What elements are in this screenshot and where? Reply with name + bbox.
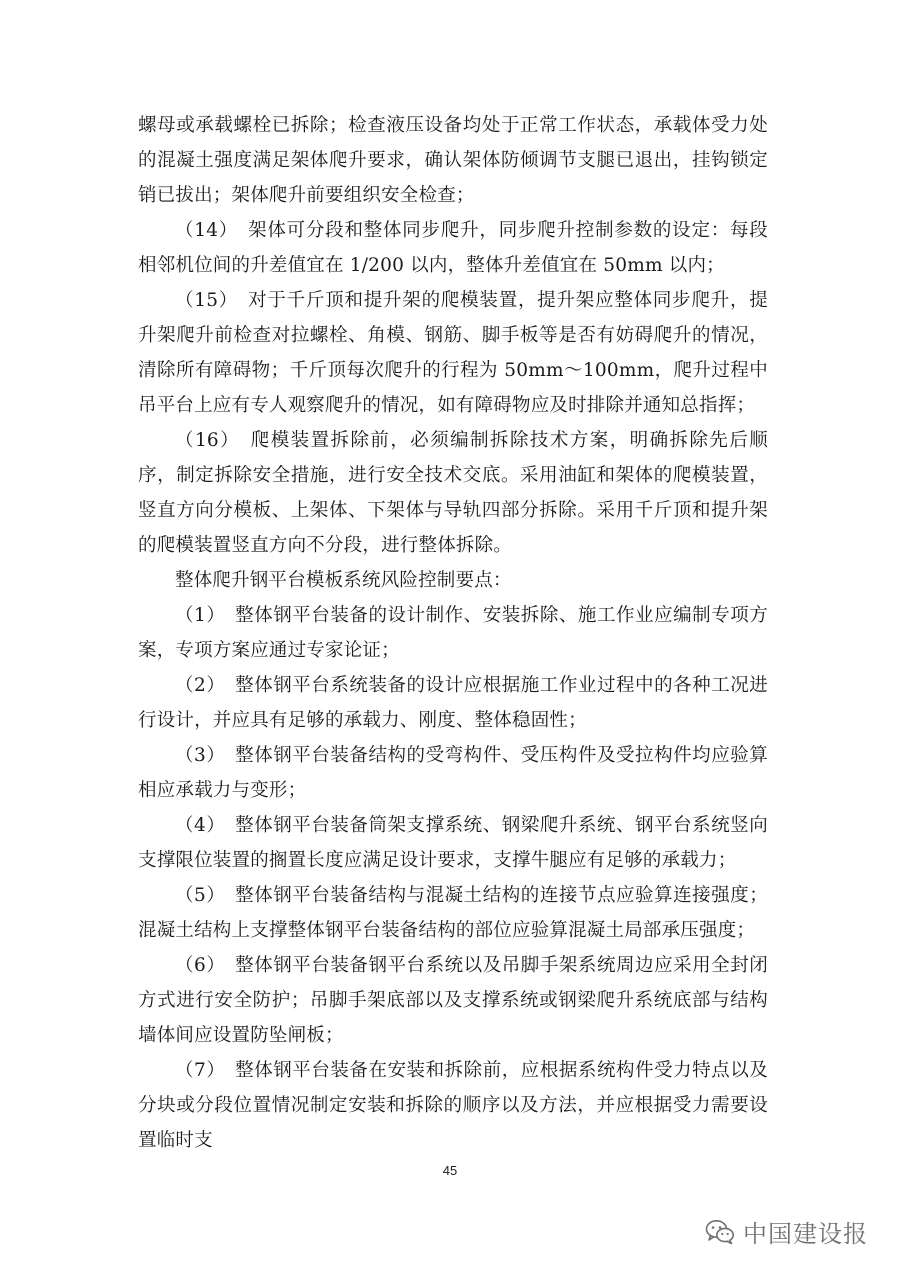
wechat-icon: [705, 1219, 735, 1245]
paragraph-item-16: （16） 爬模装置拆除前，必须编制拆除技术方案，明确拆除先后顺序，制定拆除安全措施，进行安全技术交底。采用油缸和架体的爬模装置，竖直方向分模板、上架体、下架体与导轨四部分拆除。采用千斤顶和提升架的爬模装置竖直方向不分段，进行整体拆除。: [138, 430, 768, 556]
paragraph-item-6: （6） 整体钢平台装备钢平台系统以及吊脚手架系统周边应采用全封闭方式进行安全防护；吊脚手架底部以及支撑系统或钢梁爬升系统底部与结构墙体间应设置防坠闸板；: [138, 955, 768, 1046]
paragraph-item-7: （7） 整体钢平台装备在安装和拆除前，应根据系统构件受力特点以及分块或分段位置情况制定安装和拆除的顺序以及方法，并应根据受力需要设置临时支: [138, 1060, 768, 1151]
paragraph-continuation: 螺母或承载螺栓已拆除；检查液压设备均处于正常工作状态，承载体受力处的混凝土强度满足架体爬升要求，确认架体防倾调节支腿已退出，挂钩锁定销已拔出；架体爬升前要组织安全检查；: [138, 115, 768, 206]
paragraph-item-1: （1） 整体钢平台装备的设计制作、安装拆除、施工作业应编制专项方案，专项方案应通过专家论证；: [138, 605, 768, 661]
paragraph-item-4: （4） 整体钢平台装备筒架支撑系统、钢梁爬升系统、钢平台系统竖向支撑限位装置的搁置长度应满足设计要求，支撑牛腿应有足够的承载力；: [138, 815, 768, 871]
section-heading: 整体爬升钢平台模板系统风险控制要点：: [175, 570, 512, 591]
watermark-text: 中国建设报: [743, 1220, 868, 1248]
page-number: 45: [442, 1163, 458, 1178]
paragraph-item-5: （5） 整体钢平台装备结构与混凝土结构的连接节点应验算连接强度；混凝土结构上支撑整体钢平台装备结构的部位应验算混凝土局部承压强度；: [138, 885, 768, 941]
watermark: [705, 1214, 868, 1249]
paragraph-item-3: （3） 整体钢平台装备结构的受弯构件、受压构件及受拉构件均应验算相应承载力与变形；: [138, 745, 768, 801]
paragraph-item-14: （14） 架体可分段和整体同步爬升，同步爬升控制参数的设定：每段相邻机位间的升差值宜在 1/200 以内，整体升差值宜在 50mm 以内；: [138, 220, 768, 276]
paragraph-item-2: （2） 整体钢平台系统装备的设计应根据施工作业过程中的各种工况进行设计，并应具有足够的承载力、刚度、整体稳固性；: [138, 675, 768, 731]
document-body: [138, 108, 768, 1158]
paragraph-item-15: （15） 对于千斤顶和提升架的爬模装置，提升架应整体同步爬升，提升架爬升前检查对拉螺栓、角模、钢筋、脚手板等是否有妨碍爬升的情况，清除所有障碍物；千斤顶每次爬升的行程为 50mm～100mm，爬升过程中吊平台上应有专人观察爬升的情况，如有障碍物应及时排除并通知总指挥；: [138, 290, 768, 416]
